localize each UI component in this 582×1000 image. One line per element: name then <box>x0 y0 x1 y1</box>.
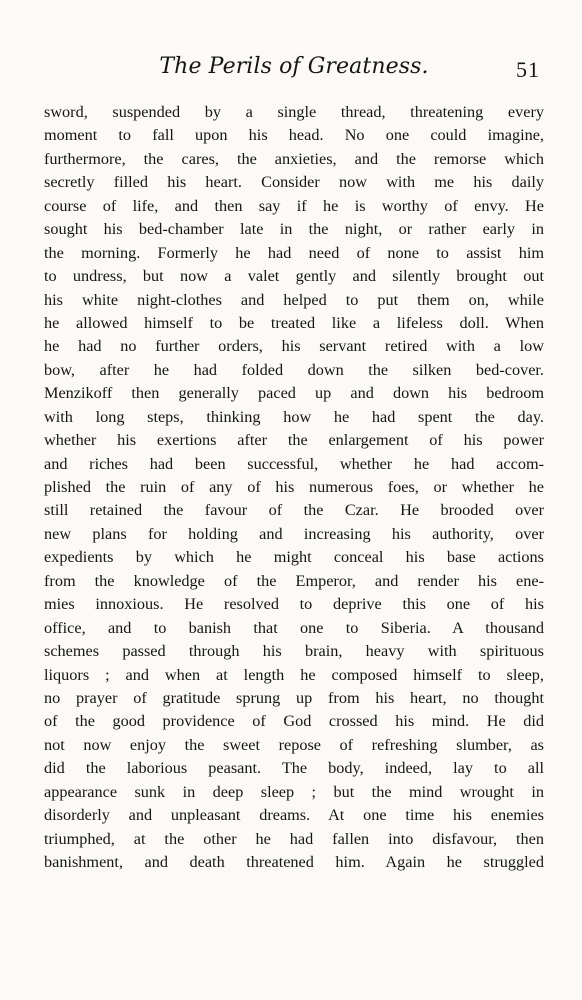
text-line: schemes passed through his brain, heavy with spirituous <box>44 642 544 661</box>
body-text <box>44 101 544 874</box>
text-line: whether his exertions after the enlargement of his power <box>44 431 544 450</box>
text-line: liquors ; and when at length he composed himself to sleep, <box>44 665 544 684</box>
text-line: secretly filled his heart. Consider now with me his daily <box>44 173 544 192</box>
text-line: furthermore, the cares, the anxieties, and the remorse which <box>44 149 544 168</box>
text-line: not now enjoy the sweet repose of refreshing slumber, as <box>44 735 544 754</box>
text-line: disorderly and unpleasant dreams. At one time his enemies <box>44 806 544 825</box>
text-line: appearance sunk in deep sleep ; but the mind wrought in <box>44 782 544 801</box>
text-line: still retained the favour of the Czar. He brooded over <box>44 501 544 520</box>
text-line: did the laborious peasant. The body, indeed, lay to all <box>44 759 544 778</box>
text-line: moment to fall upon his head. No one could imagine, <box>44 126 544 145</box>
text-line: no prayer of gratitude sprung up from his heart, no thought <box>44 688 544 707</box>
text-line: course of life, and then say if he is worthy of envy. He <box>44 196 544 215</box>
text-line: mies innoxious. He resolved to deprive this one of his <box>44 595 544 614</box>
text-line: plished the ruin of any of his numerous foes, or whether he <box>44 478 544 496</box>
text-line: he had no further orders, his servant retired with a low <box>44 337 544 356</box>
text-line: to undress, but now a valet gently and silently brought out <box>44 267 544 286</box>
text-line: the morning. Formerly he had need of none to assist him <box>44 243 544 262</box>
text-line: Menzikoff then generally paced up and down his bedroom <box>44 384 544 403</box>
text-line: and riches had been successful, whether he had accom- <box>44 454 544 473</box>
text-line: new plans for holding and increasing his authority, over <box>44 524 544 543</box>
text-line: office, and to banish that one to Siberia. A thousand <box>44 618 544 637</box>
text-line: expedients by which he might conceal his base actions <box>44 548 544 567</box>
text-line: bow, after he had folded down the silken bed-cover. <box>44 360 544 379</box>
text-line: with long steps, thinking how he had spent the day. <box>44 407 544 426</box>
text-line: banishment, and death threatened him. Again he struggled <box>44 853 544 871</box>
running-title: The Perils of Greatness. <box>159 54 429 79</box>
text-line: his white night-clothes and helped to put them on, while <box>44 290 544 309</box>
text-line: he allowed himself to be treated like a lifeless doll. When <box>44 313 544 332</box>
text-line: of the good providence of God crossed his mind. He did <box>44 712 544 731</box>
text-line: triumphed, at the other he had fallen into disfavour, then <box>44 829 544 848</box>
page-number: 51 <box>516 57 540 82</box>
text-line: sword, suspended by a single thread, threatening every <box>44 103 544 121</box>
text-line: from the knowledge of the Emperor, and render his ene- <box>44 571 544 590</box>
page-header <box>44 52 544 86</box>
text-line: sought his bed-chamber late in the night, or rather early in <box>44 220 544 239</box>
